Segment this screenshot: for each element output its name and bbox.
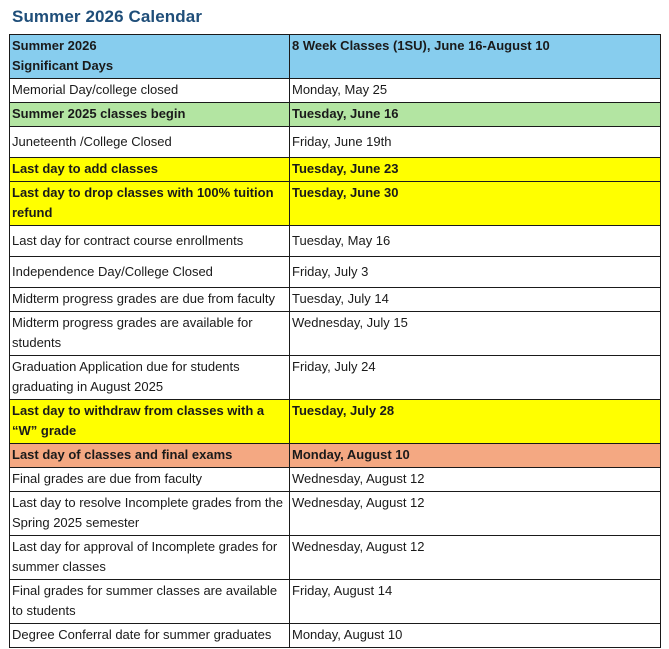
event-cell: Last day to resolve Incomplete grades from the Spring 2025 semester xyxy=(10,492,290,536)
table-row xyxy=(10,400,661,444)
table-row xyxy=(10,103,661,127)
event-cell: Independence Day/College Closed xyxy=(10,257,290,288)
event-cell: Midterm progress grades are available for students xyxy=(10,312,290,356)
date-cell: Wednesday, August 12 xyxy=(290,536,661,580)
table-row xyxy=(10,536,661,580)
event-cell: Last day to withdraw from classes with a “W” grade xyxy=(10,400,290,444)
event-cell: Midterm progress grades are due from faculty xyxy=(10,288,290,312)
table-row xyxy=(10,624,661,648)
table-row xyxy=(10,127,661,158)
table-row xyxy=(10,356,661,400)
event-cell: Last day to add classes xyxy=(10,158,290,182)
date-cell: Monday, August 10 xyxy=(290,444,661,468)
table-row xyxy=(10,444,661,468)
event-cell: Graduation Application due for students graduating in August 2025 xyxy=(10,356,290,400)
date-cell: Friday, July 24 xyxy=(290,356,661,400)
event-cell: Last day for approval of Incomplete grades for summer classes xyxy=(10,536,290,580)
date-cell: Tuesday, June 23 xyxy=(290,158,661,182)
calendar-table xyxy=(9,34,661,648)
header-significant-days: Summer 2026 Significant Days xyxy=(10,35,290,79)
date-cell: Friday, July 3 xyxy=(290,257,661,288)
event-cell: Degree Conferral date for summer graduates xyxy=(10,624,290,648)
page-title: Summer 2026 Calendar xyxy=(12,7,203,26)
table-row xyxy=(10,492,661,536)
event-cell: Juneteenth /College Closed xyxy=(10,127,290,158)
event-cell: Last day for contract course enrollments xyxy=(10,226,290,257)
table-row xyxy=(10,79,661,103)
date-cell: Wednesday, July 15 xyxy=(290,312,661,356)
table-row xyxy=(10,468,661,492)
table-row xyxy=(10,288,661,312)
event-cell: Summer 2025 classes begin xyxy=(10,103,290,127)
table-row xyxy=(10,226,661,257)
table-row xyxy=(10,312,661,356)
date-cell: Wednesday, August 12 xyxy=(290,468,661,492)
date-cell: Friday, June 19th xyxy=(290,127,661,158)
table-header-row xyxy=(10,35,661,79)
date-cell: Friday, August 14 xyxy=(290,580,661,624)
date-cell: Tuesday, July 28 xyxy=(290,400,661,444)
event-cell: Final grades for summer classes are available to students xyxy=(10,580,290,624)
event-cell: Last day to drop classes with 100% tuition refund xyxy=(10,182,290,226)
header-8-week-classes: 8 Week Classes (1SU), June 16-August 10 xyxy=(290,35,661,79)
date-cell: Monday, May 25 xyxy=(290,79,661,103)
date-cell: Tuesday, May 16 xyxy=(290,226,661,257)
event-cell: Memorial Day/college closed xyxy=(10,79,290,103)
date-cell: Monday, August 10 xyxy=(290,624,661,648)
table-row xyxy=(10,257,661,288)
table-row xyxy=(10,580,661,624)
event-cell: Final grades are due from faculty xyxy=(10,468,290,492)
table-row xyxy=(10,182,661,226)
date-cell: Tuesday, July 14 xyxy=(290,288,661,312)
event-cell: Last day of classes and final exams xyxy=(10,444,290,468)
date-cell: Tuesday, June 30 xyxy=(290,182,661,226)
date-cell: Wednesday, August 12 xyxy=(290,492,661,536)
table-row xyxy=(10,158,661,182)
date-cell: Tuesday, June 16 xyxy=(290,103,661,127)
